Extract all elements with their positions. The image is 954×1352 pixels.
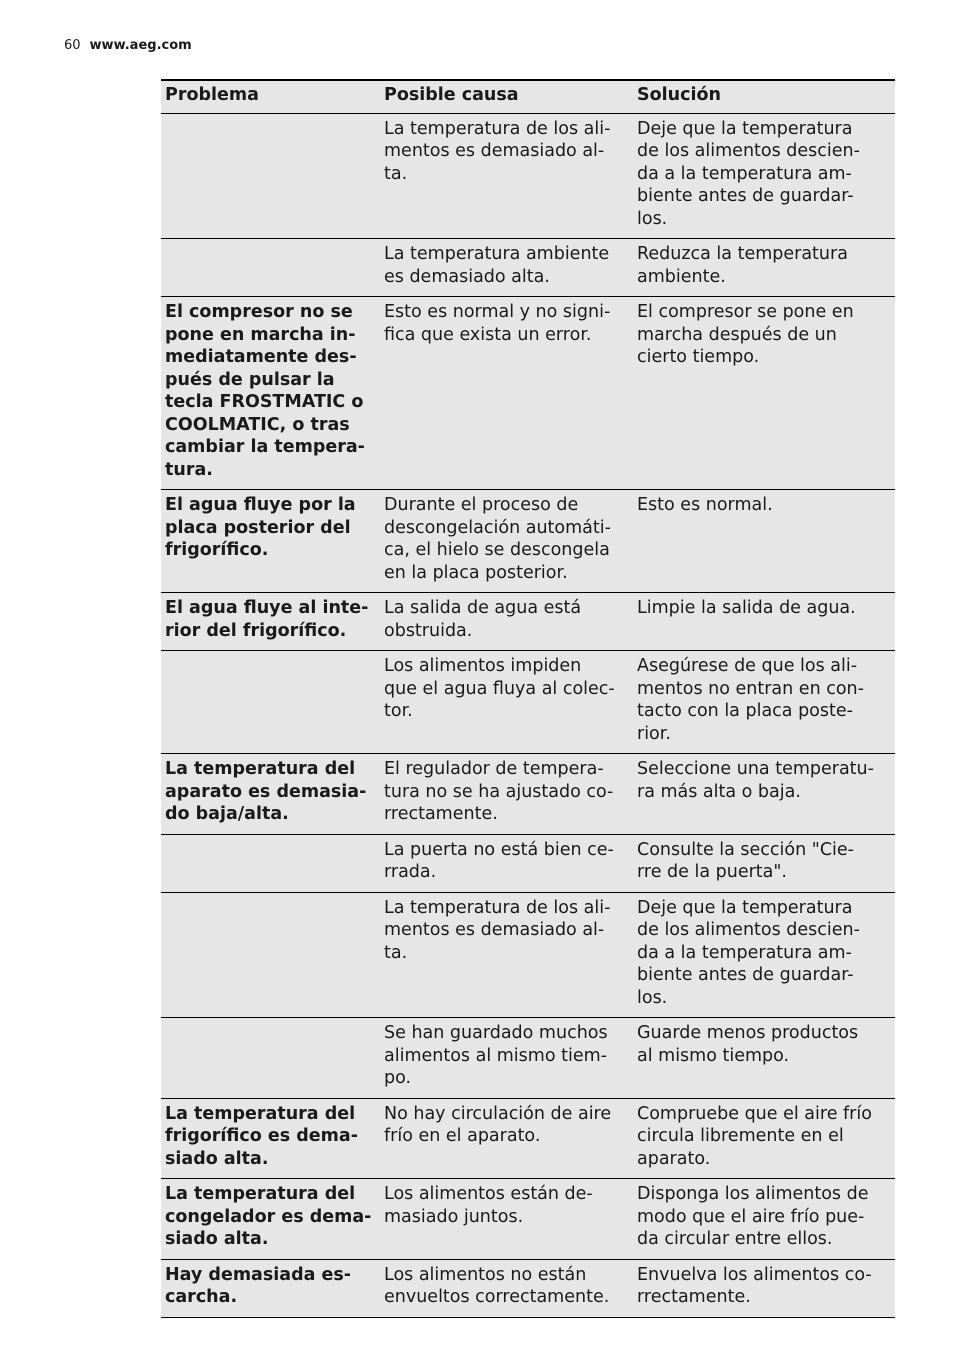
problem-cell bbox=[161, 113, 380, 239]
cause-cell: La temperatura de los ali- mentos es demasiado al- ta. bbox=[384, 897, 611, 963]
solution-cell: Envuelva los alimentos co- rrectamente. bbox=[637, 1264, 872, 1307]
table-row bbox=[161, 593, 895, 651]
solution-cell: Deje que la temperatura de los alimentos descien- da a la temperatura am- biente antes de guardar- los. bbox=[637, 897, 860, 1008]
cause-cell: Los alimentos están de- masiado juntos. bbox=[384, 1184, 593, 1227]
cause-cell: La temperatura ambiente es demasiado alta. bbox=[384, 244, 610, 287]
problem-cell: La temperatura del congelador es dema- siado alta. bbox=[165, 1184, 372, 1249]
cause-cell: La puerta no está bien ce- rrada. bbox=[384, 839, 614, 882]
cause-cell: La temperatura de los ali- mentos es demasiado al- ta. bbox=[384, 118, 611, 184]
table-row bbox=[161, 1179, 895, 1260]
table-row bbox=[161, 1259, 895, 1317]
cause-cell: Los alimentos no están envueltos correctamente. bbox=[384, 1264, 610, 1307]
cause-cell: No hay circulación de aire frío en el aparato. bbox=[384, 1103, 612, 1146]
problem-cell bbox=[161, 651, 380, 754]
solution-cell: Esto es normal. bbox=[637, 495, 773, 515]
solution-cell: Disponga los alimentos de modo que el aire frío pue- da circular entre ellos. bbox=[637, 1184, 869, 1249]
table-row bbox=[161, 239, 895, 297]
problem-cell: El compresor no se pone en marcha in- mediatamente des- pués de pulsar la tecla FROSTMATIC o COOLMATIC, o tras cambiar la tempera- tura. bbox=[165, 302, 365, 480]
cause-cell: Esto es normal y no signi- fica que exista un error. bbox=[384, 302, 611, 345]
problem-cell bbox=[161, 892, 380, 1018]
column-header-problem: Problema bbox=[165, 85, 259, 105]
cause-cell: La salida de agua está obstruida. bbox=[384, 598, 582, 641]
solution-cell: El compresor se pone en marcha después de un cierto tiempo. bbox=[637, 302, 854, 367]
problem-cell: El agua fluye por la placa posterior del frigorífico. bbox=[165, 495, 356, 560]
website-url: www.aeg.com bbox=[89, 38, 192, 53]
page-number: 60 bbox=[64, 38, 81, 53]
solution-cell: Reduzca la temperatura ambiente. bbox=[637, 244, 848, 287]
solution-cell: Compruebe que el aire frío circula libremente en el aparato. bbox=[637, 1103, 872, 1169]
problem-cell bbox=[161, 1018, 380, 1099]
table-body bbox=[161, 113, 895, 1317]
table-row bbox=[161, 1018, 895, 1099]
problem-cell: La temperatura del frigorífico es dema- siado alta. bbox=[165, 1103, 358, 1169]
problem-cell bbox=[161, 239, 380, 297]
problem-cell: Hay demasiada es- carcha. bbox=[165, 1264, 352, 1307]
problem-cell bbox=[161, 834, 380, 892]
cause-cell: Se han guardado muchos alimentos al mismo tiem- po. bbox=[384, 1023, 608, 1088]
solution-cell: Consulte la sección "Cie- rre de la puerta". bbox=[637, 839, 854, 882]
table-row bbox=[161, 113, 895, 239]
table-row bbox=[161, 1098, 895, 1179]
solution-cell: Asegúrese de que los ali- mentos no entran en con- tacto con la placa poste- rior. bbox=[637, 656, 864, 744]
column-header-cause: Posible causa bbox=[384, 85, 519, 105]
solution-cell: Seleccione una temperatu- ra más alta o baja. bbox=[637, 759, 874, 802]
problem-cell: El agua fluye al inte- rior del frigorífico. bbox=[165, 598, 369, 641]
column-header-solution: Solución bbox=[637, 85, 721, 105]
solution-cell: Limpie la salida de agua. bbox=[637, 598, 856, 618]
table-header-row bbox=[161, 80, 895, 113]
table-row bbox=[161, 297, 895, 490]
table-row bbox=[161, 490, 895, 593]
table-row bbox=[161, 834, 895, 892]
troubleshooting-table bbox=[161, 79, 895, 1318]
table-row bbox=[161, 754, 895, 835]
table-row bbox=[161, 651, 895, 754]
solution-cell: Guarde menos productos al mismo tiempo. bbox=[637, 1023, 859, 1066]
cause-cell: El regulador de tempera- tura no se ha ajustado co- rrectamente. bbox=[384, 759, 614, 824]
cause-cell: Durante el proceso de descongelación automáti- ca, el hielo se descongela en la placa posterior. bbox=[384, 495, 611, 583]
solution-cell: Deje que la temperatura de los alimentos descien- da a la temperatura am- biente antes de guardar- los. bbox=[637, 118, 860, 229]
table-row bbox=[161, 892, 895, 1018]
page-header bbox=[64, 38, 192, 54]
problem-cell: La temperatura del aparato es demasia- do baja/alta. bbox=[165, 759, 367, 824]
cause-cell: Los alimentos impiden que el agua fluya al colec- tor. bbox=[384, 656, 615, 721]
